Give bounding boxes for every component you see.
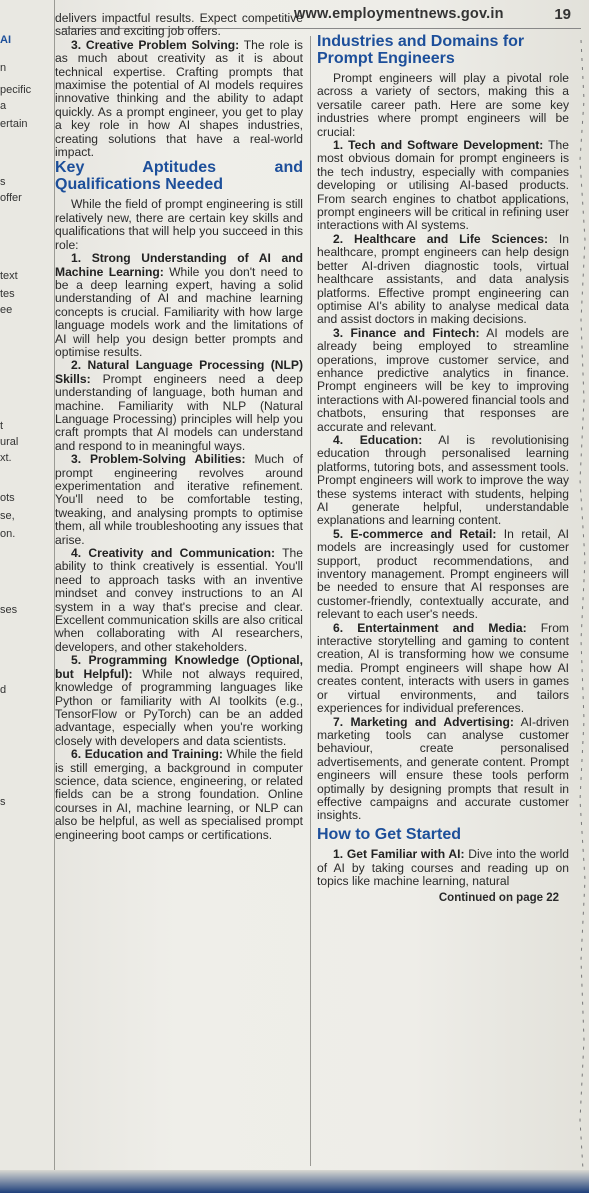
item-body: The role is as much about creativity as it is about technical expertise. Crafting prompts that maximise the potential of AI models requires innovative thinking and the ability to adapt quickly. As a prompt engineer, you get to play a key role in how AI shapes industries, creating solutions that have a real-world impact. <box>55 37 303 160</box>
list-item <box>55 453 303 547</box>
fragment-text: s <box>0 796 6 808</box>
list-item <box>55 359 303 453</box>
list-item <box>317 848 569 888</box>
fragment-text: text <box>0 270 18 282</box>
item-lead: 2. Natural Language Processing (NLP) Skills: <box>55 358 303 386</box>
list-item <box>317 716 569 823</box>
fragment-text: ots <box>0 492 15 504</box>
item-lead: 6. Education and Training: <box>71 747 223 762</box>
fragment-text: se, <box>0 510 15 522</box>
paragraph <box>55 39 303 160</box>
item-lead: 3. Problem-Solving Abilities: <box>71 452 246 467</box>
torn-edge-graphic <box>575 40 589 1170</box>
paragraph: Prompt engineers will play a pivotal role across a variety of sectors, making this a versatile career path. Here are some key industries where prompt engineers will be crucial: <box>317 71 569 139</box>
section-heading: How to Get Started <box>317 825 462 843</box>
item-body: Prompt engineers need a deep understanding of language, both human and machine. Familiarity with NLP (Natural Language Processing) principles will help you craft prompts that AI models can understand and respond to in meaningful ways. <box>55 371 303 453</box>
item-body: Much of prompt engineering revolves around experimentation and iterative refinement. You'll need to be comfortable testing, tweaking, and analysing prompts to optimise them, all while troubleshooting any issues that arise. <box>55 452 303 547</box>
fragment-text: ee <box>0 304 13 316</box>
item-body: AI models are already being employed to streamline operations, improve customer service, and enhance predictive analytics in finance. Prompt engineers will be key to improving interactions with AI-powered financial tools and chatbots, ensuring that responses are accurate and relevant. <box>317 325 569 434</box>
list-item <box>317 139 569 233</box>
adjacent-column-fragment <box>0 0 55 1193</box>
item-body: While the field is still emerging, a background in computer science, data science, engineering, or related fields can be a strong foundation. Online courses in AI, machine learning, or NLP can also be helpful, as well as specialised prompt engineering boot camps or certifications. <box>55 747 303 842</box>
item-body: From interactive storytelling and gaming to content creation, AI is transforming how we consume media. Prompt engineers will shape how AI creates content, interacts with users in games or virtual environments, and tailors experiences for individual preferences. <box>317 620 570 716</box>
item-lead: 4. Creativity and Communication: <box>71 546 276 561</box>
item-lead: 1. Strong Understanding of AI and Machine Learning: <box>55 251 303 279</box>
section-heading: Industries and Domains for Prompt Engineers <box>317 33 525 67</box>
item-lead: 3. Creative Problem Solving: <box>71 37 240 52</box>
fragment-text: on. <box>0 528 16 540</box>
page-number: 19 <box>554 6 571 23</box>
fragment-text: tes <box>0 288 15 300</box>
list-item <box>317 528 569 622</box>
continued-note: Continued on page 22 <box>438 892 559 905</box>
section-heading: Key Aptitudes and Qualifications Needed <box>55 159 303 193</box>
fragment-text: a <box>0 100 7 112</box>
item-body: The most obvious domain for prompt engineers is the tech industry, especially with companies developing or utilising AI-based products. From search engines to chatbot applications, prompt engineers will be critical in refining user interactions with AI systems. <box>317 138 569 233</box>
website-url: www.employmentnews.gov.in <box>294 6 504 22</box>
fragment-text: d <box>0 684 7 696</box>
item-lead: 7. Marketing and Advertising: <box>333 714 514 729</box>
item-body: The ability to think creatively is essential. You'll need to approach tasks with an inventive mindset and convey instructions to an AI system in a way that's precise and clear. Excellent communication skills are also critical when collaborating with AI researchers, developers, and other stakeholders. <box>55 546 303 654</box>
list-item <box>55 748 303 842</box>
item-body: In retail, AI models are increasingly used for customer support, product recommendations, and inventory management. Prompt engineers will be needed to ensure that AI responses are customer-friendly, contextually accurate, and relevant to each user's needs. <box>317 526 569 622</box>
item-lead: 5. Programming Knowledge (Optional, but Helpful): <box>55 653 303 681</box>
list-item <box>317 434 569 528</box>
item-body: While you don't need to be a deep learning expert, having a solid understanding of AI and machine learning concepts is crucial. Familiarity with how large language models work and the limitations of AI will help you design better prompts and optimise results. <box>55 264 303 359</box>
item-body: Dive into the world of AI by taking courses and reading up on topics like machine learning, natural <box>317 847 569 889</box>
list-item <box>55 654 303 748</box>
item-body: AI-driven marketing tools can analyse customer behaviour, create personalised advertisements, and generate content. Prompt engineers will ensure these tools perform optimally by designing prompts that result in effective campaigns and accurate customer insights. <box>317 714 569 823</box>
item-lead: 5. E-commerce and Retail: <box>333 526 497 541</box>
list-item <box>317 233 569 327</box>
fragment-text: pecific <box>0 84 32 96</box>
fragment-text: AI <box>0 34 11 46</box>
item-lead: 1. Get Familiar with AI: <box>333 847 465 862</box>
paragraph: delivers impactful results. Expect competitive salaries and exciting job offers. <box>55 11 303 39</box>
article-column-right <box>317 33 569 906</box>
item-lead: 6. Entertainment and Media: <box>333 620 527 635</box>
column-divider <box>310 36 311 1166</box>
fragment-text: xt. <box>0 452 12 464</box>
list-item <box>317 622 569 716</box>
item-lead: 4. Education: <box>333 432 423 447</box>
list-item <box>55 547 303 654</box>
fragment-text: offer <box>0 192 22 204</box>
fragment-text: ural <box>0 436 19 448</box>
item-body: While not always required, knowledge of programming languages like Python or familiarity with AI toolkits (e.g., TensorFlow or PyTorch) can be an added advantage, especially when you're working closely with developers and data scientists. <box>55 666 303 748</box>
fragment-text: t <box>0 420 4 432</box>
item-lead: 1. Tech and Software Development: <box>333 138 544 153</box>
item-lead: 3. Finance and Fintech: <box>333 325 480 340</box>
list-item <box>55 252 303 359</box>
article-column-left <box>55 12 303 842</box>
fragment-text: ertain <box>0 118 28 130</box>
fragment-text: n <box>0 62 7 74</box>
item-body: In healthcare, prompt engineers can help design better AI-driven diagnostic tools, virtual healthcare assistants, and data analysis platforms. Effective prompt engineering can optimise AI's ability to analyse medical data and assist doctors in making decisions. <box>317 231 570 327</box>
next-section-banner-edge <box>0 1170 589 1193</box>
list-item <box>317 327 569 434</box>
item-body: AI is revolutionising education through personalised learning platforms, tutoring bots, and assessment tools. Prompt engineers will work to improve the way these systems interact with students, helping AI generate helpful, understandable explanations and learning content. <box>317 432 569 528</box>
page-header <box>290 4 575 30</box>
fragment-text: ses <box>0 604 18 616</box>
item-lead: 2. Healthcare and Life Sciences: <box>333 231 549 246</box>
fragment-text: s <box>0 176 6 188</box>
paragraph: While the field of prompt engineering is still relatively new, there are certain key skills and qualifications that will help you succeed in this role: <box>55 197 303 252</box>
